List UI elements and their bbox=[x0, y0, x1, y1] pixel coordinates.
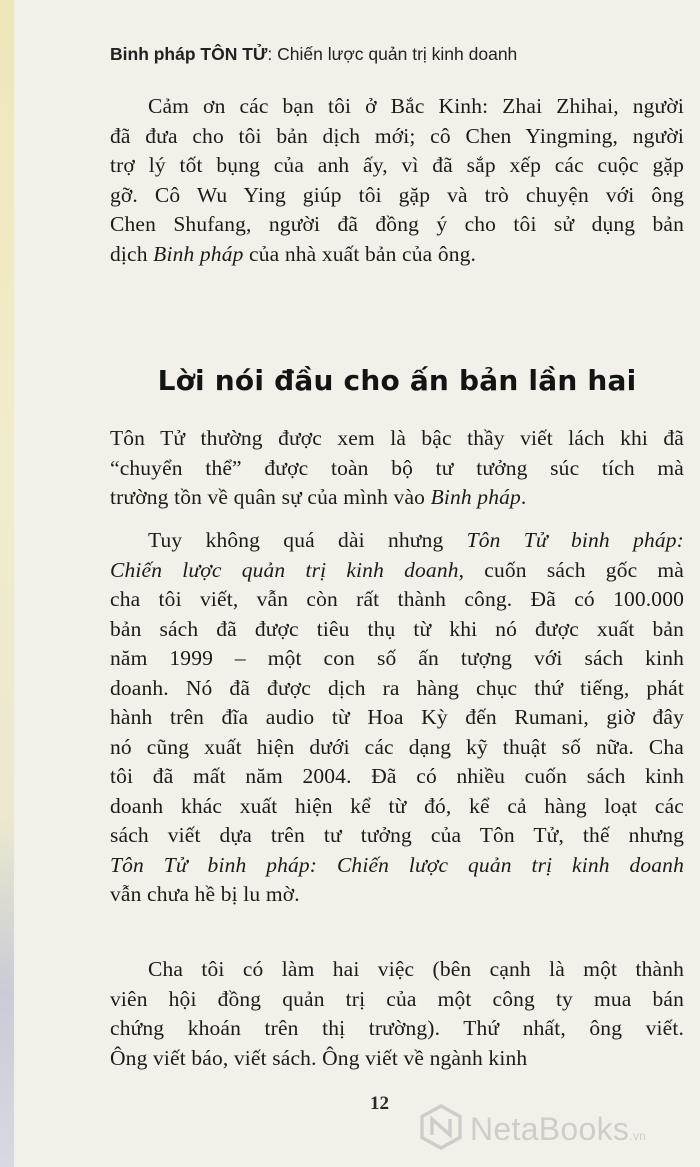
text-run: . bbox=[520, 485, 527, 509]
text-line: viên hội đồng quản trị của một công ty mua bán bbox=[110, 986, 684, 1011]
text-line: Cảm ơn các bạn tôi ở Bắc Kinh: Zhai Zhihai, người bbox=[148, 94, 684, 118]
page-number: 12 bbox=[370, 1093, 389, 1114]
text-line: năm 1999 – một con số ấn tượng với sách kinh bbox=[110, 646, 684, 670]
text-line: doanh khác xuất hiện kể từ đó, kể cả hàng loạt các bbox=[110, 793, 684, 818]
paragraph-2 bbox=[110, 526, 684, 910]
text-run: , cuốn sách gốc mà bbox=[458, 557, 684, 582]
text-line: Tôn Tử thường được xem là bậc thầy viết lách khi đã bbox=[110, 426, 684, 450]
paragraph-3 bbox=[110, 955, 684, 1073]
text-line: “chuyển thể” được toàn bộ tư tưởng súc tích mà bbox=[110, 455, 684, 480]
italic-title: Tôn Tử binh pháp: Chiến lược quản trị kinh doanh bbox=[110, 852, 684, 877]
text-line: vẫn chưa hề bị lu mờ. bbox=[110, 882, 300, 906]
watermark-text bbox=[470, 1111, 646, 1148]
header-title-rest: : Chiến lược quản trị kinh doanh bbox=[267, 44, 518, 64]
text-run: Tuy không quá dài nhưng bbox=[148, 528, 467, 552]
text-line: hành trên đĩa audio từ Hoa Kỳ đến Rumani, giờ đây bbox=[110, 705, 684, 729]
section-title: Lời nói đầu cho ấn bản lần hai bbox=[157, 364, 637, 397]
text-line bbox=[110, 526, 684, 556]
page-edge-strip bbox=[0, 0, 14, 1167]
italic-title: Binh pháp bbox=[153, 241, 244, 266]
watermark-suffix: .vn bbox=[629, 1129, 647, 1143]
paragraph-1 bbox=[110, 424, 684, 513]
text-line: gỡ. Cô Wu Ying giúp tôi gặp và trò chuyện với ông bbox=[110, 182, 684, 207]
text-line: đã đưa cho tôi bản dịch mới; cô Chen Yingming, người bbox=[110, 123, 684, 148]
header-title-bold: Binh pháp TÔN TỬ bbox=[110, 44, 268, 64]
text-line: chứng khoán trên thị trường). Thứ nhất, ông viết. bbox=[110, 1016, 684, 1040]
intro-paragraph bbox=[110, 92, 684, 269]
watermark-brand: NetaBooks bbox=[470, 1111, 630, 1147]
text-line: bản sách đã được tiêu thụ từ khi nó được xuất bản bbox=[110, 616, 684, 641]
text-line bbox=[110, 483, 684, 513]
italic-title: Binh pháp bbox=[430, 485, 521, 509]
netabooks-hexagon-icon bbox=[418, 1104, 464, 1155]
text-run: của nhà xuất bản của ông. bbox=[243, 241, 477, 266]
text-run: dịch bbox=[110, 241, 154, 266]
text-line bbox=[110, 851, 684, 881]
italic-title: Tôn Tử binh pháp: bbox=[466, 528, 684, 552]
text-line bbox=[110, 556, 684, 586]
text-run: trường tồn về quân sự của mình vào bbox=[110, 485, 431, 509]
text-line: sách viết dựa trên tư tưởng của Tôn Tử, thế nhưng bbox=[110, 823, 684, 847]
text-line: Ông viết báo, viết sách. Ông viết về ngành kinh bbox=[110, 1045, 528, 1070]
text-line: Cha tôi có làm hai việc (bên cạnh là một thành bbox=[148, 957, 684, 981]
text-line: tôi đã mất năm 2004. Đã có nhiều cuốn sách kinh bbox=[110, 764, 684, 788]
text-line: nó cũng xuất hiện dưới các dạng kỹ thuật số nữa. Cha bbox=[110, 734, 684, 759]
italic-title: Chiến lược quản trị kinh doanh bbox=[110, 557, 459, 582]
text-line: cha tôi viết, vẫn còn rất thành công. Đã có 100.000 bbox=[110, 587, 684, 611]
text-line: Chen Shufang, người đã đồng ý cho tôi sử dụng bản bbox=[110, 212, 684, 236]
watermark bbox=[418, 1104, 646, 1155]
text-line bbox=[110, 240, 684, 270]
running-header bbox=[110, 44, 670, 65]
text-line: doanh. Nó đã được dịch ra hàng chục thứ tiếng, phát bbox=[110, 675, 684, 700]
text-line: trợ lý tốt bụng của anh ấy, vì đã sắp xếp các cuộc gặp bbox=[110, 153, 684, 177]
